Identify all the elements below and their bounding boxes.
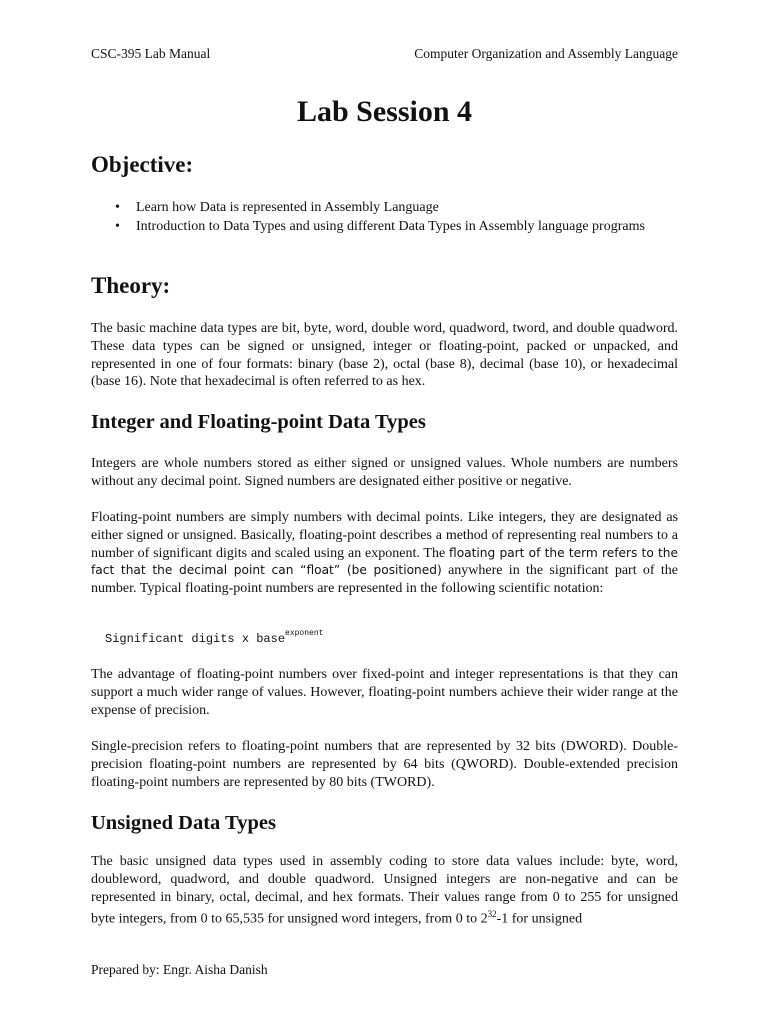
bullet-icon: • bbox=[115, 200, 120, 215]
objective-heading: Objective: bbox=[91, 152, 194, 177]
advantage-paragraph: The advantage of floating-point numbers over fixed-point and integer representations is that they can support a much wider range of values. However, floating-point numbers achieve their wider range at the expense of precision. bbox=[91, 667, 678, 718]
floating-point-text-b: floating part of the term refers to the fact that the decimal point can “float” (be positioned) bbox=[91, 545, 678, 578]
integer-section-heading: Integer and Floating-point Data Types bbox=[91, 411, 426, 433]
unsigned-section-heading: Unsigned Data Types bbox=[91, 812, 276, 834]
floating-point-paragraph bbox=[91, 509, 678, 598]
theory-paragraph: The basic machine data types are bit, byte, word, double word, quadword, tword, and double quadword. These data types can be signed or unsigned, integer or floating-point, packed or unpacked, and represented in one of four formats: binary (base 2), octal (base 8), decimal (base 10), or hexadecimal (base 16). Note that hexadecimal is often referred to as hex. bbox=[91, 321, 678, 390]
header-left: CSC-395 Lab Manual bbox=[91, 46, 211, 61]
page-header bbox=[91, 46, 678, 64]
precision-paragraph: Single-precision refers to floating-point numbers that are represented by 32 bits (DWORD). Double-precision floating-point numbers are represented by 64 bits (QWORD). Double-extended precision floating-point numbers are represented by 80 bits (TWORD). bbox=[91, 739, 678, 790]
unsigned-exponent: 32 bbox=[487, 909, 497, 920]
notation-exponent: exponent bbox=[285, 629, 324, 638]
floating-point-text-a: Floating-point numbers are simply numbers with decimal points. Like integers, they are designated as either signed or unsigned. Basically, floating-point describes a method of representing real numbers to a number of significant digits and scaled using an exponent. The bbox=[91, 510, 678, 561]
header-right: Computer Organization and Assembly Language bbox=[414, 46, 678, 61]
notation-code bbox=[105, 629, 324, 646]
unsigned-text-b: -1 for unsigned bbox=[496, 912, 583, 928]
notation-text: Significant digits x base bbox=[105, 632, 286, 646]
bullet-text: Introduction to Data Types and using different Data Types in Assembly language programs bbox=[136, 219, 645, 234]
theory-heading: Theory: bbox=[91, 273, 171, 298]
page-title: Lab Session 4 bbox=[296, 95, 473, 128]
bullet-icon: • bbox=[115, 219, 120, 234]
bullet-text: Learn how Data is represented in Assembly Language bbox=[136, 200, 439, 215]
integer-paragraph: Integers are whole numbers stored as either signed or unsigned values. Whole numbers are numbers without any decimal point. Signed numbers are designated either positive or negative. bbox=[91, 456, 678, 489]
floating-point-text-c: anywhere in the significant part of the number. Typical floating-point numbers are represented in the following scientific notation: bbox=[91, 563, 678, 597]
unsigned-paragraph bbox=[91, 853, 678, 929]
unsigned-text-a: The basic unsigned data types used in assembly coding to store data values include: byte, word, doubleword, quadword, and double quadword. Unsigned integers are non-negative and can be represented in binary, octal, decimal, and hex formats. Their values range from 0 to 255 for unsigned byte integers, from 0 to 65,535 for unsigned word integers, from 0 to 2 bbox=[91, 854, 678, 928]
page-footer: Prepared by: Engr. Aisha Danish bbox=[91, 962, 268, 977]
document-page bbox=[91, 0, 678, 1024]
